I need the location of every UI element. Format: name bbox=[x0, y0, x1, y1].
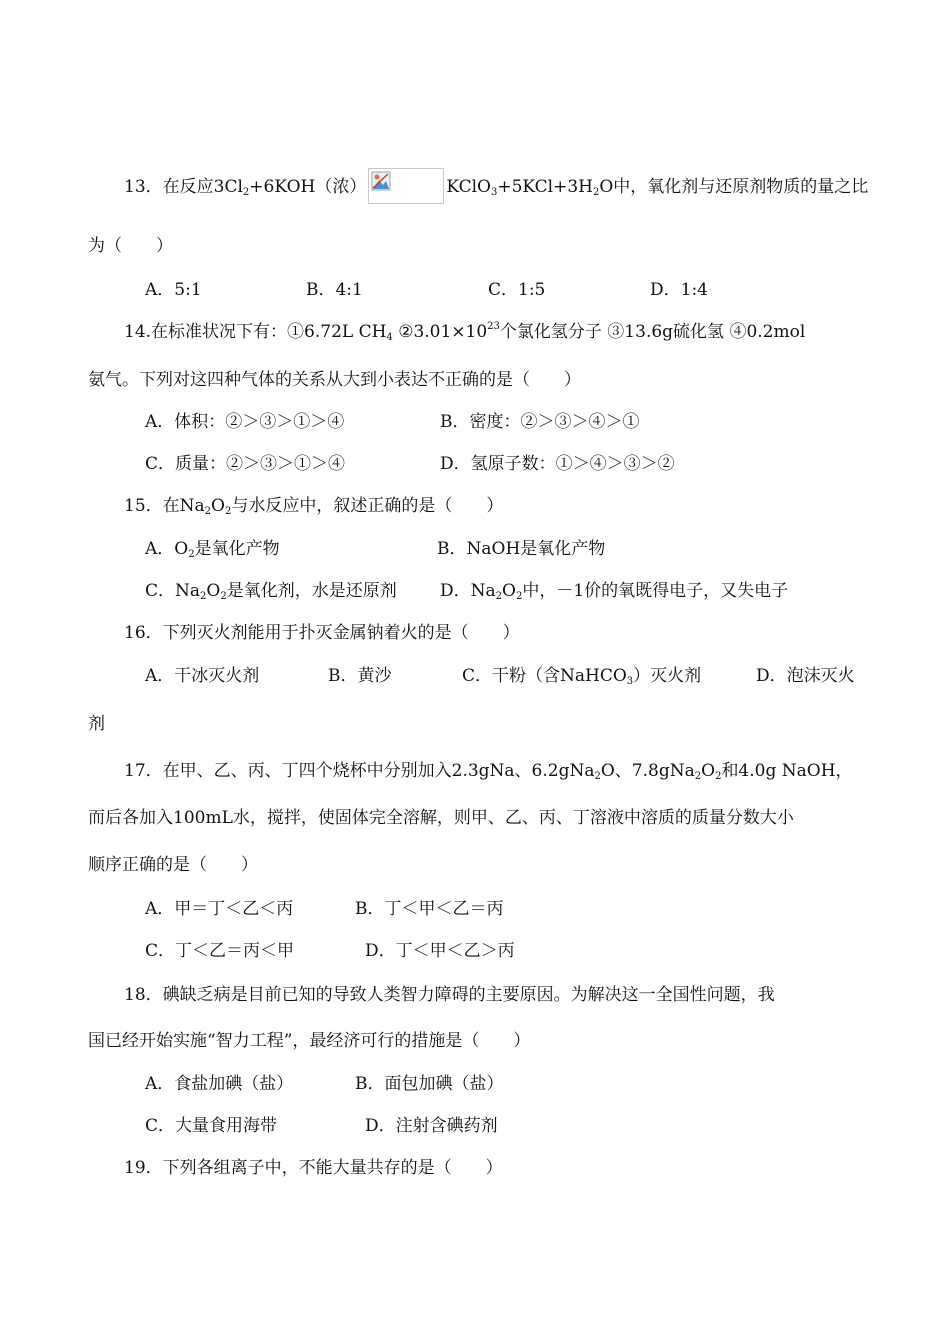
q16-option-c: C．干粉（含NaHCO$_3$）灭火剂 bbox=[462, 666, 702, 687]
q14-option-d: D．氢原子数：①＞④＞③＞② bbox=[440, 454, 675, 474]
q15-option-b: B．NaOH是氧化产物 bbox=[437, 539, 606, 559]
q17-option-b: B．丁＜甲＜乙＝丙 bbox=[355, 899, 504, 919]
q18-option-d: D．注射含碘药剂 bbox=[365, 1116, 498, 1136]
q18-option-c: C．大量食用海带 bbox=[145, 1116, 278, 1136]
q17-stem-line1: 17．在甲、乙、丙、丁四个烧杯中分别加入2.3gNa、6.2gNa$_2$O、$7.8gNa_2O_2$和4.0g NaOH， bbox=[124, 761, 853, 782]
q18-stem-line2: 国已经开始实施“智力工程”，最经济可行的措施是（ ） bbox=[88, 1031, 531, 1051]
q18-option-a: A．食盐加碘（盐） bbox=[145, 1074, 294, 1094]
q15-option-d: D．$Na_2O_2$中，－1价的氧既得电子，又失电子 bbox=[440, 581, 789, 602]
q15-option-a: A．$O_2$是氧化产物 bbox=[145, 539, 280, 560]
q18-stem-line1: 18．碘缺乏病是目前已知的导致人类智力障碍的主要原因。为解决这一全国性问题，我 bbox=[124, 985, 775, 1005]
q14-stem-line1: 14.在标准状况下有：①6.72L $CH_4$ $②3.01\times 10^{23}$个氯化氢分子 ③13.6g硫化氢 ④0.2mol bbox=[124, 321, 806, 343]
q17-option-d: D．丁＜甲＜乙＞丙 bbox=[365, 941, 515, 961]
q16-option-b: B．黄沙 bbox=[328, 666, 392, 686]
q16-stem: 16．下列灭火剂能用于扑灭金属钠着火的是（ ） bbox=[124, 623, 520, 643]
q17-option-c: C．丁＜乙＝丙＜甲 bbox=[145, 941, 295, 961]
q14-option-b: B．密度：②＞③＞④＞① bbox=[440, 412, 640, 432]
q13-option-c: C．1:5 bbox=[488, 280, 546, 300]
broken-image-icon bbox=[371, 171, 391, 191]
q16-option-d-wrap: 剂 bbox=[88, 714, 105, 734]
q19-stem: 19．下列各组离子中，不能大量共存的是（ ） bbox=[124, 1158, 503, 1178]
q15-option-c: C．$Na_2O_2$是氧化剂，水是还原剂 bbox=[145, 581, 397, 602]
q14-stem-line2: 氨气。下列对这四种气体的关系从大到小表达不正确的是（ ） bbox=[88, 370, 581, 390]
q18-option-b: B．面包加碘（盐） bbox=[355, 1074, 504, 1094]
q16-option-d: D．泡沫灭火 bbox=[756, 666, 855, 686]
q13-option-d: D．1:4 bbox=[650, 280, 708, 300]
q14-option-c: C．质量：②＞③＞①＞④ bbox=[145, 454, 346, 474]
q13-stem-line2: 为（ ） bbox=[88, 236, 173, 256]
reaction-condition-image bbox=[368, 168, 444, 204]
q15-stem: 15．在$Na_2O_2$与水反应中，叙述正确的是（ ） bbox=[124, 496, 504, 517]
q13-option-b: B．4:1 bbox=[306, 280, 363, 300]
q17-stem-line3: 顺序正确的是（ ） bbox=[88, 855, 258, 875]
q17-option-a: A．甲＝丁＜乙＜丙 bbox=[145, 899, 294, 919]
q14-option-a: A．体积：②＞③＞①＞④ bbox=[145, 412, 345, 432]
q17-stem-line2: 而后各加入100mL水，搅拌，使固体完全溶解，则甲、乙、丙、丁溶液中溶质的质量分数大小 bbox=[88, 808, 794, 828]
q13-stem-line1: 13．在反应$3Cl_2+6KOH$（浓） $KClO_3+5KCl+3H_2O$中，氧化剂与还原剂物质的量之比 bbox=[124, 168, 868, 204]
q16-option-a: A．干冰灭火剂 bbox=[145, 666, 260, 686]
q13-option-a: A．5:1 bbox=[145, 280, 202, 300]
